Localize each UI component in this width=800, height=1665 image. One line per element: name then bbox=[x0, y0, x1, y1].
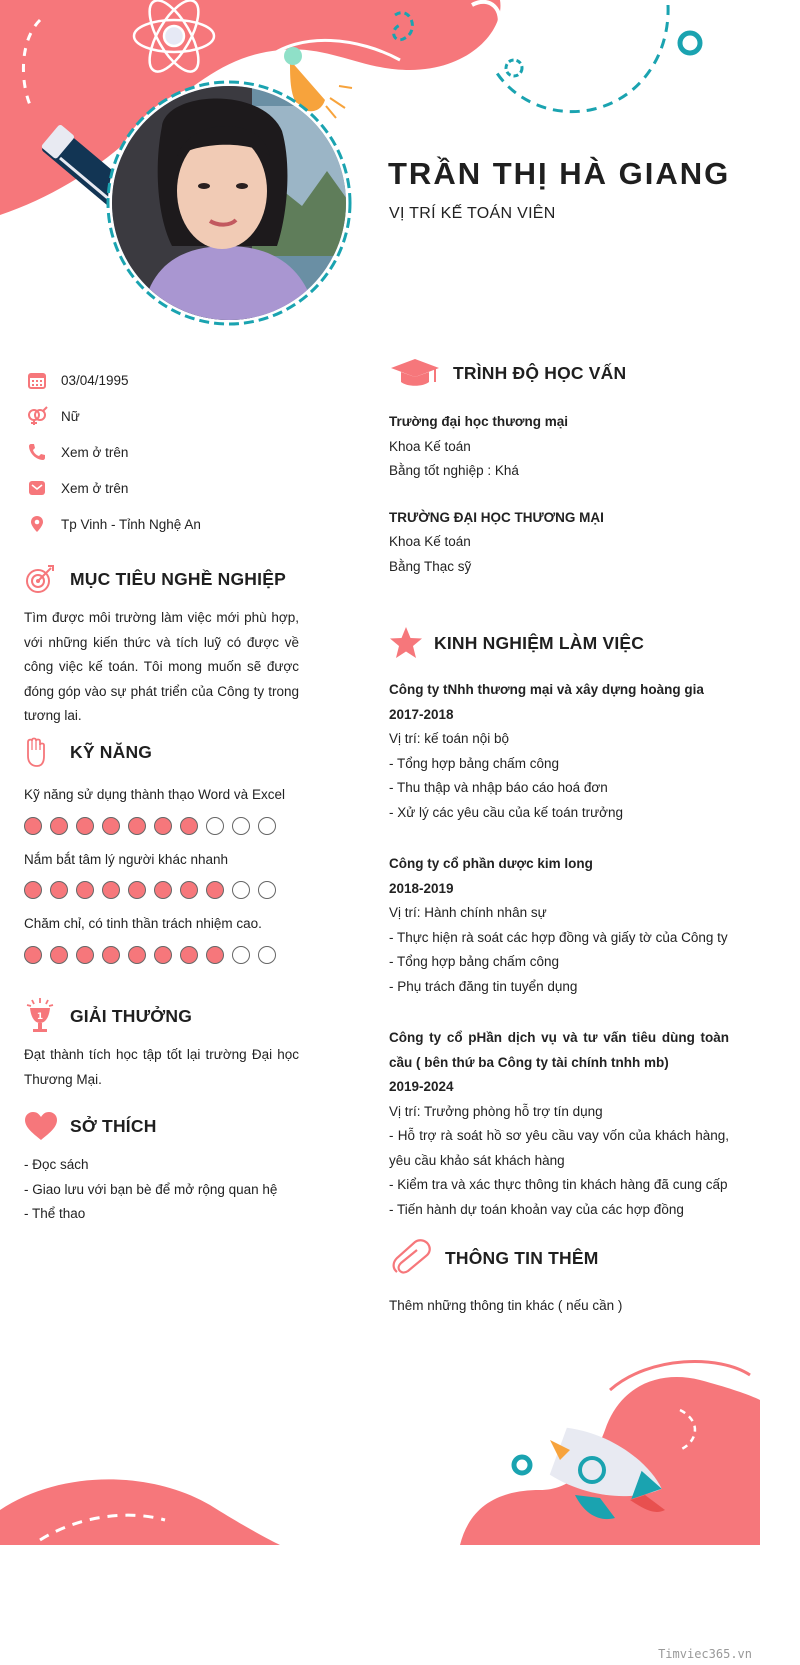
rating-dot-filled bbox=[76, 817, 94, 835]
star-icon bbox=[389, 626, 434, 660]
rating-dot-empty bbox=[258, 946, 276, 964]
objective-section bbox=[24, 560, 299, 729]
experience-item bbox=[389, 1026, 729, 1222]
extra-info-text: Thêm những thông tin khác ( nếu cần ) bbox=[389, 1298, 623, 1313]
watermark: Timviec365.vn bbox=[658, 1647, 752, 1661]
skill-label: Kỹ năng sử dụng thành thạo Word và Excel bbox=[24, 787, 285, 802]
extra-info-title: THÔNG TIN THÊM bbox=[445, 1247, 599, 1268]
rating-dot-filled bbox=[50, 817, 68, 835]
rating-dot-filled bbox=[76, 881, 94, 899]
rating-dot-filled bbox=[102, 881, 120, 899]
email-icon bbox=[24, 477, 50, 499]
rating-dot-filled bbox=[128, 946, 146, 964]
experience-line: - Thực hiện rà soát các hợp đồng và giấy tờ của Công ty bbox=[389, 929, 728, 945]
trophy-icon bbox=[24, 997, 70, 1035]
graduation-cap-icon bbox=[389, 356, 453, 390]
rating-dot-filled bbox=[206, 881, 224, 899]
skill-rating bbox=[24, 946, 299, 964]
education-item bbox=[389, 506, 729, 580]
education-section bbox=[389, 356, 729, 601]
rating-dot-filled bbox=[102, 946, 120, 964]
candidate-name: TRẦN THỊ HÀ GIANG bbox=[388, 156, 731, 191]
hobby-item: - Giao lưu với bạn bè để mở rộng quan hệ bbox=[24, 1181, 278, 1197]
experience-line: - Tổng hợp bảng chấm công bbox=[389, 954, 559, 969]
awards-section bbox=[24, 997, 299, 1092]
rating-dot-filled bbox=[24, 881, 42, 899]
rating-dot-empty bbox=[232, 881, 250, 899]
education-line: Bằng tốt nghiệp : Khá bbox=[389, 463, 519, 478]
info-row-email bbox=[24, 470, 314, 506]
info-row-phone bbox=[24, 434, 314, 470]
email-value: Xem ở trên bbox=[61, 480, 129, 496]
rating-dot-filled bbox=[154, 946, 172, 964]
rating-dot-filled bbox=[180, 946, 198, 964]
awards-text: Đạt thành tích học tập tốt lại trường Đại học Thương Mại. bbox=[24, 1047, 299, 1087]
education-line: Khoa Kế toán bbox=[389, 438, 471, 454]
paperclip-icon bbox=[389, 1238, 445, 1278]
calendar-icon bbox=[24, 369, 50, 391]
rating-dot-filled bbox=[154, 817, 172, 835]
rating-dot-filled bbox=[180, 817, 198, 835]
education-title: TRÌNH ĐỘ HỌC VẤN bbox=[453, 362, 627, 383]
rating-dot-filled bbox=[24, 817, 42, 835]
experience-line: - Xử lý các yêu cầu của kế toán trưởng bbox=[389, 804, 624, 820]
rating-dot-empty bbox=[232, 946, 250, 964]
gender-value: Nữ bbox=[61, 408, 80, 424]
rating-dot-filled bbox=[154, 881, 172, 899]
hobby-item: - Đọc sách bbox=[24, 1157, 89, 1172]
education-line: Khoa Kế toán bbox=[389, 534, 471, 549]
phone-icon bbox=[24, 441, 50, 463]
rating-dot-filled bbox=[128, 881, 146, 899]
rating-dot-filled bbox=[50, 881, 68, 899]
target-icon bbox=[24, 560, 70, 598]
info-row-birthday bbox=[24, 362, 314, 398]
objective-title: MỤC TIÊU NGHỀ NGHIỆP bbox=[70, 568, 286, 589]
company-name: Công ty cổ phần dược kim long bbox=[389, 856, 593, 871]
rating-dot-filled bbox=[128, 817, 146, 835]
phone-value: Xem ở trên bbox=[61, 444, 129, 460]
footer-decoration bbox=[0, 1340, 760, 1665]
info-row-address bbox=[24, 506, 314, 542]
experience-line: Vị trí: Hành chính nhân sự bbox=[389, 905, 547, 920]
experience-line: - Tổng hợp bảng chấm công bbox=[389, 755, 559, 771]
education-line: Bằng Thạc sỹ bbox=[389, 558, 472, 574]
personal-info bbox=[24, 362, 314, 542]
experience-title: KINH NGHIỆM LÀM VIỆC bbox=[434, 632, 645, 653]
rating-dot-empty bbox=[232, 817, 250, 835]
experience-line: - Tiến hành dự toán khoản vay của các hợp đồng bbox=[389, 1201, 684, 1217]
info-row-gender bbox=[24, 398, 314, 434]
experience-section bbox=[389, 626, 729, 1244]
skill-label: Nắm bắt tâm lý người khác nhanh bbox=[24, 851, 228, 867]
objective-text: Tìm được môi trường làm việc mới phù hợp, với những kiến thức và tích luỹ có được về công việc kế toán. Tôi mong muốn sẽ được đóng góp vào sự phát triển của Công ty trong tương lai. bbox=[24, 610, 299, 723]
school-name: TRƯỜNG ĐẠI HỌC THƯƠNG MẠI bbox=[389, 509, 604, 525]
rating-dot-filled bbox=[102, 817, 120, 835]
experience-line: - Phụ trách đăng tin tuyển dụng bbox=[389, 978, 578, 994]
address-value: Tp Vinh - Tỉnh Nghệ An bbox=[61, 516, 201, 532]
school-name: Trường đại học thương mại bbox=[389, 414, 569, 429]
location-pin-icon bbox=[24, 513, 50, 535]
skill-rating bbox=[24, 881, 299, 899]
skills-title: KỸ NĂNG bbox=[70, 741, 153, 762]
rating-dot-filled bbox=[50, 946, 68, 964]
job-position: VỊ TRÍ KẾ TOÁN VIÊN bbox=[389, 205, 556, 222]
work-period: 2017-2018 bbox=[389, 706, 454, 722]
company-name: Công ty tNhh thương mại và xây dựng hoàng gia bbox=[389, 682, 704, 697]
awards-title: GIẢI THƯỞNG bbox=[70, 1005, 193, 1026]
hobbies-title: SỞ THÍCH bbox=[70, 1115, 157, 1136]
work-period: 2019-2024 bbox=[389, 1079, 454, 1094]
raised-fist-icon bbox=[24, 733, 70, 771]
company-name: Công ty cổ pHần dịch vụ và tư vấn tiêu dùng toàn cầu ( bên thứ ba Công ty tài chính tnhh mb) bbox=[389, 1030, 729, 1070]
heart-icon bbox=[24, 1107, 70, 1145]
hobbies-section bbox=[24, 1107, 314, 1227]
rating-dot-filled bbox=[206, 946, 224, 964]
skills-section bbox=[24, 733, 299, 977]
experience-item bbox=[389, 852, 729, 999]
experience-line: Vị trí: Trưởng phòng hỗ trợ tín dụng bbox=[389, 1103, 603, 1119]
avatar bbox=[112, 86, 346, 320]
gender-icon bbox=[24, 405, 50, 427]
rating-dot-empty bbox=[258, 817, 276, 835]
skill-label: Chăm chỉ, có tinh thần trách nhiệm cao. bbox=[24, 916, 262, 931]
rating-dot-filled bbox=[76, 946, 94, 964]
hobby-item: - Thể thao bbox=[24, 1206, 86, 1221]
experience-line: Vị trí: kế toán nội bộ bbox=[389, 731, 510, 746]
avatar-frame bbox=[104, 78, 354, 328]
rating-dot-empty bbox=[258, 881, 276, 899]
work-period: 2018-2019 bbox=[389, 880, 454, 896]
rating-dot-empty bbox=[206, 817, 224, 835]
experience-line: - Thu thập và nhập báo cáo hoá đơn bbox=[389, 780, 608, 795]
extra-info-section bbox=[389, 1238, 729, 1319]
experience-line: - Kiểm tra và xác thực thông tin khách hàng đã cung cấp bbox=[389, 1177, 728, 1192]
rating-dot-filled bbox=[180, 881, 198, 899]
rating-dot-filled bbox=[24, 946, 42, 964]
experience-line: - Hỗ trợ rà soát hồ sơ yêu cầu vay vốn của khách hàng, yêu cầu khảo sát khách hàng bbox=[389, 1128, 729, 1168]
birthday-value: 03/04/1995 bbox=[61, 372, 129, 388]
education-item bbox=[389, 410, 729, 484]
experience-item bbox=[389, 678, 729, 825]
svg-text:1: 1 bbox=[36, 1012, 44, 1022]
skill-rating bbox=[24, 817, 299, 835]
